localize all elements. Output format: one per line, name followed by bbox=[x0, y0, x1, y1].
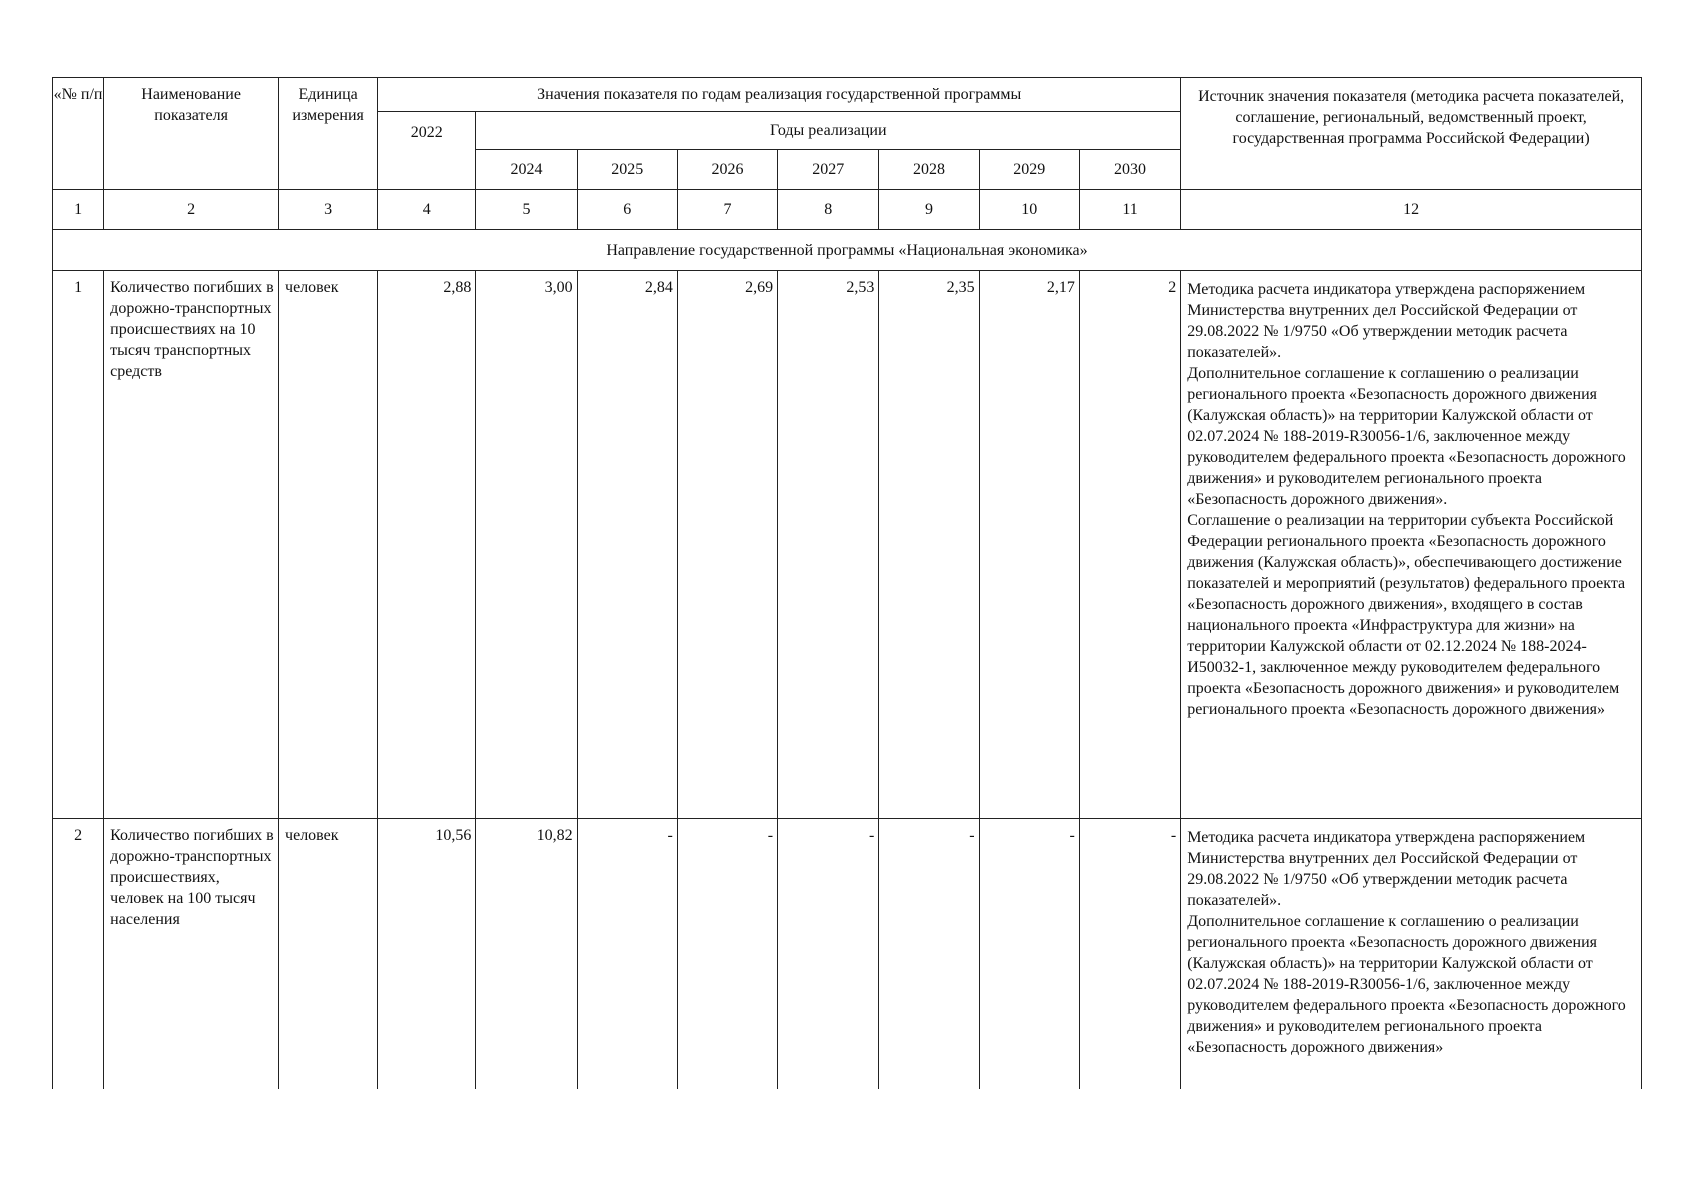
table-row bbox=[53, 819, 1642, 1089]
value-2029: - bbox=[979, 819, 1079, 1089]
value-2022: 2,88 bbox=[378, 271, 476, 819]
value-2026: 2,69 bbox=[677, 271, 777, 819]
indicator-source bbox=[1181, 819, 1642, 1089]
indicator-unit: человек bbox=[279, 271, 378, 819]
table-row bbox=[53, 271, 1642, 819]
column-numbers-row bbox=[53, 190, 1642, 230]
header-base-year: 2022 bbox=[378, 112, 476, 190]
column-number: 4 bbox=[378, 190, 476, 230]
column-number: 2 bbox=[104, 190, 279, 230]
column-number: 10 bbox=[979, 190, 1079, 230]
value-2030: - bbox=[1079, 819, 1180, 1089]
direction-row bbox=[53, 230, 1642, 271]
source-text: Методика расчета индикатора утверждена распоряжением Министерства внутренних дел Российской Федерации от 29.08.2022 № 1/9750 «Об утверждении методик расчета показателей». Дополнительное соглашение к соглашению о реализации регионального проекта «Безопасность дорожного движения (Калужская область)» на территории Калужской области от 02.07.2024 № 188-2019-R30056-1/6, заключенное между руководителем федерального проекта «Безопасность дорожного движения» и руководителем регионального проекта «Безопасность дорожного движения». Соглашение о реализации на территории субъекта Российской Федерации регионального проекта «Безопасность дорожного движения (Калужская область)», обеспечивающего достижение показателей и мероприятий (результатов) федерального проекта «Безопасность дорожного движения», входящего в состав национального проекта «Инфраструктура для жизни» на территории Калужской области от 02.12.2024 № 188-2024-И50032-1, заключенное между руководителем федерального проекта «Безопасность дорожного движения» и руководителем регионального проекта «Безопасность дорожного движения» bbox=[1187, 281, 1626, 718]
row-number: 1 bbox=[53, 271, 104, 819]
value-2030: 2 bbox=[1079, 271, 1180, 819]
header-source: Источник значения показателя (методика расчета показателей, соглашение, региональный, ведомственный проект, государственная программа Российской Федерации) bbox=[1181, 78, 1642, 190]
value-2024: 10,82 bbox=[476, 819, 577, 1089]
value-2022: 10,56 bbox=[378, 819, 476, 1089]
header-unit: Единица измерения bbox=[279, 78, 378, 190]
header-year: 2029 bbox=[979, 150, 1079, 190]
indicator-name: Количество погибших в дорожно-транспортных происшествиях, человек на 100 тысяч населения bbox=[104, 819, 279, 1089]
header-values-by-year: Значения показателя по годам реализация государственной программы bbox=[378, 78, 1181, 112]
value-2027: 2,53 bbox=[778, 271, 879, 819]
header-number: «№ п/п bbox=[53, 78, 104, 190]
column-number: 5 bbox=[476, 190, 577, 230]
value-2028: 2,35 bbox=[879, 271, 979, 819]
header-year: 2025 bbox=[577, 150, 677, 190]
header-year: 2028 bbox=[879, 150, 979, 190]
indicators-table bbox=[52, 77, 1642, 1089]
value-2026: - bbox=[677, 819, 777, 1089]
value-2027: - bbox=[778, 819, 879, 1089]
value-2029: 2,17 bbox=[979, 271, 1079, 819]
header-year: 2027 bbox=[778, 150, 879, 190]
column-number: 8 bbox=[778, 190, 879, 230]
value-2025: 2,84 bbox=[577, 271, 677, 819]
indicator-unit: человек bbox=[279, 819, 378, 1089]
column-number: 12 bbox=[1181, 190, 1642, 230]
source-text: Методика расчета индикатора утверждена распоряжением Министерства внутренних дел Российской Федерации от 29.08.2022 № 1/9750 «Об утверждении методик расчета показателей». Дополнительное соглашение к соглашению о реализации регионального проекта «Безопасность дорожного движения (Калужская область)» на территории Калужской области от 02.07.2024 № 188-2019-R30056-1/6, заключенное между руководителем федерального проекта «Безопасность дорожного движения» и руководителем регионального проекта «Безопасность дорожного движения» bbox=[1187, 829, 1626, 1056]
header-row bbox=[53, 78, 1642, 112]
value-2025: - bbox=[577, 819, 677, 1089]
program-direction: Направление государственной программы «Национальная экономика» bbox=[53, 230, 1642, 271]
column-number: 11 bbox=[1079, 190, 1180, 230]
column-number: 6 bbox=[577, 190, 677, 230]
header-year: 2030 bbox=[1079, 150, 1180, 190]
column-number: 3 bbox=[279, 190, 378, 230]
header-years-of-implementation: Годы реализации bbox=[476, 112, 1181, 150]
value-2024: 3,00 bbox=[476, 271, 577, 819]
indicator-name: Количество погибших в дорожно-транспортных происшествиях на 10 тысяч транспортных средств bbox=[104, 271, 279, 819]
header-year: 2026 bbox=[677, 150, 777, 190]
header-year: 2024 bbox=[476, 150, 577, 190]
value-2028: - bbox=[879, 819, 979, 1089]
row-number: 2 bbox=[53, 819, 104, 1089]
column-number: 9 bbox=[879, 190, 979, 230]
column-number: 7 bbox=[677, 190, 777, 230]
indicator-source bbox=[1181, 271, 1642, 819]
header-indicator-name: Наименование показателя bbox=[104, 78, 279, 190]
column-number: 1 bbox=[53, 190, 104, 230]
